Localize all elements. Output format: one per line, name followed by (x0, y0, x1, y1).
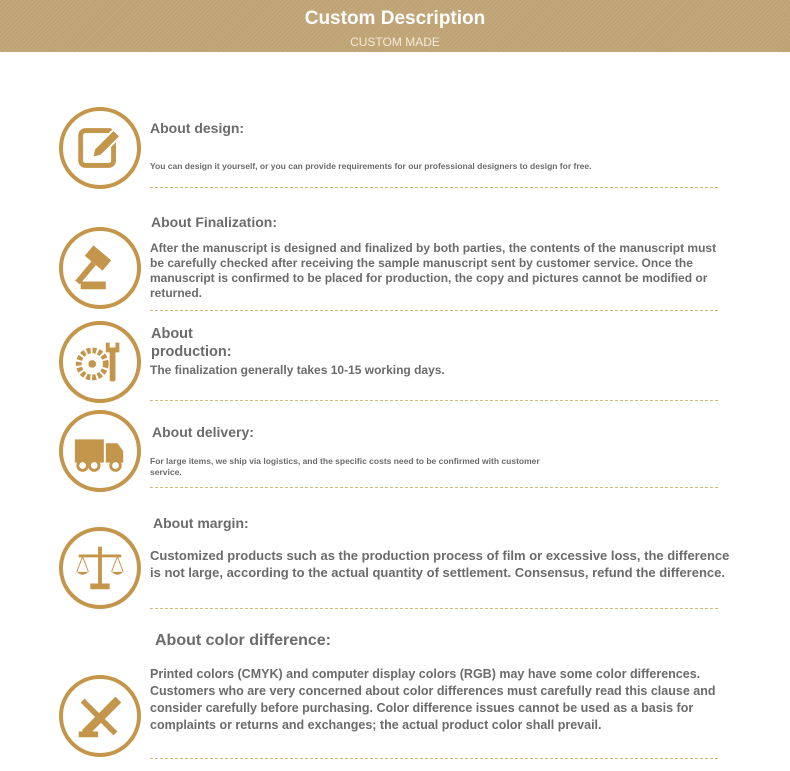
section-body: After the manuscript is designed and finalized by both parties, the contents of the manuscript must be carefully checked after receiving the sample manuscript sent by customer service. Once the manuscript is confirmed to be placed for production, the copy and pictures cannot be modified or returned. (150, 241, 717, 300)
section-body: For large items, we ship via logistics, and the specific costs need to be confirmed with customer service. (150, 456, 540, 477)
section-body: Customized products such as the production process of film or excessive loss, the difference is not large, according to the actual quantity of settlement. Consensus, refund the difference. (150, 548, 730, 580)
section-title: About design: (150, 120, 245, 136)
page-subtitle: CUSTOM MADE (350, 35, 440, 49)
section-title: About Finalization: (151, 214, 277, 230)
truck-icon (59, 410, 141, 492)
section-body: The finalization generally takes 10-15 working days. (150, 363, 445, 377)
header-banner (0, 0, 790, 52)
section-body: You can design it yourself, or you can provide requirements for our professional designers to design for free. (150, 161, 592, 171)
divider (150, 400, 718, 401)
design-tools-icon (59, 675, 141, 757)
section-body: Printed colors (CMYK) and computer display colors (RGB) may have some color differences. Customers who are very concerned about color differences must carefully read this clause and consider carefully before purchasing. Color difference issues cannot be used as a basis for complaints or returns and exchanges; the actual product color shall prevail. (150, 667, 716, 732)
gavel-icon (59, 227, 141, 309)
page-title: Custom Description (304, 8, 486, 29)
section-title: About margin: (153, 515, 249, 531)
edit-icon (59, 107, 141, 189)
section-title: About color difference: (155, 632, 332, 649)
divider (150, 310, 718, 311)
divider (150, 187, 718, 188)
divider (150, 758, 718, 759)
divider (150, 487, 718, 488)
section-title: About production: (151, 326, 232, 360)
divider (150, 608, 718, 609)
wrench-gear-icon (59, 321, 141, 403)
scales-icon (59, 527, 141, 609)
section-title: About delivery: (152, 424, 254, 440)
